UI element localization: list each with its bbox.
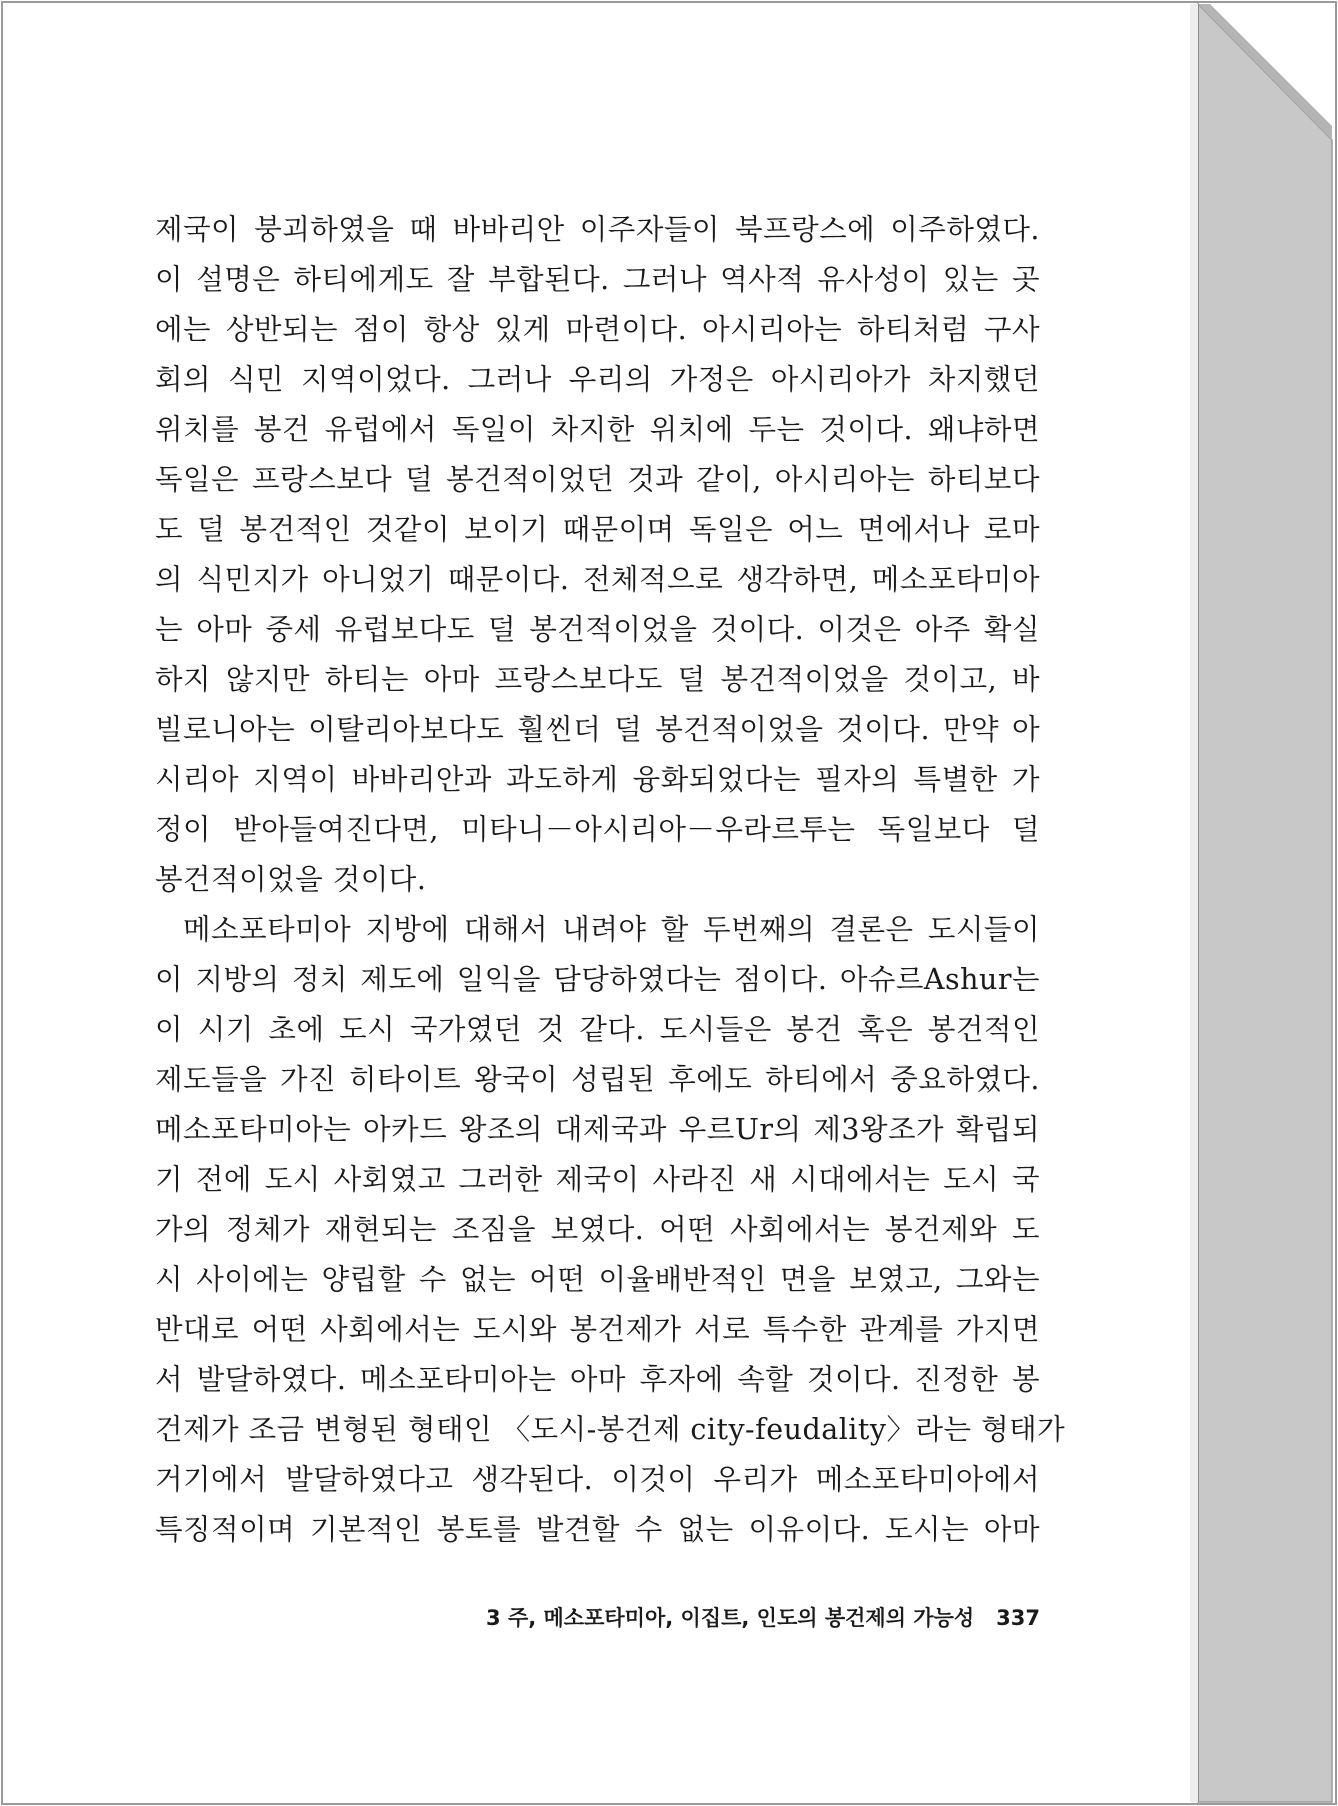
text-line: 에는 상반되는 점이 항상 있게 마련이다. 아시리아는 하티처럼 구사 <box>155 313 1040 346</box>
text-line: 제도들을 가진 히타이트 왕국이 성립된 후에도 하티에서 중요하였다. <box>155 1063 1040 1096</box>
text-line: 는 아마 중세 유럽보다도 덜 봉건적이었을 것이다. 이것은 아주 확실 <box>155 613 1040 646</box>
text-line: 제국이 붕괴하였을 때 바바리안 이주자들이 북프랑스에 이주하였다. <box>155 213 1040 246</box>
text-line: 봉건적이었을 것이다. <box>155 863 427 896</box>
text-line: 하지 않지만 하티는 아마 프랑스보다도 덜 봉건적이었을 것이고, 바 <box>155 663 1040 696</box>
text-line: 시리아 지역이 바바리안과 과도하게 융화되었다는 필자의 특별한 가 <box>155 763 1040 796</box>
running-title: 3 주, 메소포타미아, 이집트, 인도의 봉건제의 가능성 <box>486 1606 975 1630</box>
book-spine-side <box>1198 4 1332 1802</box>
text-line: 가의 정체가 재현되는 조짐을 보였다. 어떤 사회에서는 봉건제와 도 <box>155 1213 1040 1246</box>
text-line: 반대로 어떤 사회에서는 도시와 봉건제가 서로 특수한 관계를 가지면 <box>155 1313 1040 1346</box>
text-line: 거기에서 발달하였다고 생각된다. 이것이 우리가 메소포타미아에서 <box>155 1463 1040 1496</box>
text-line: 정이 받아들여진다면, 미타니－아시리아－우라르투는 독일보다 덜 <box>155 813 1040 846</box>
paragraph <box>155 205 1040 905</box>
text-line: 빌로니아는 이탈리아보다도 훨씬더 덜 봉건적이었을 것이다. 만약 아 <box>155 713 1040 746</box>
page-body-text <box>155 205 1066 1555</box>
page-shadow <box>1190 4 1198 1802</box>
text-line: 의 식민지가 아니었기 때문이다. 전체적으로 생각하면, 메소포타미아 <box>155 563 1040 596</box>
text-line: 시 사이에는 양립할 수 없는 어떤 이율배반적인 면을 보였고, 그와는 <box>155 1263 1040 1296</box>
text-line: 이 지방의 정치 제도에 일익을 담당하였다는 점이다. 아슈르Ashur는 <box>155 963 1040 996</box>
page-number: 337 <box>996 1606 1040 1630</box>
text-line: 독일은 프랑스보다 덜 봉건적이었던 것과 같이, 아시리아는 하티보다 <box>155 463 1040 496</box>
text-line: 위치를 봉건 유럽에서 독일이 차지한 위치에 두는 것이다. 왜냐하면 <box>155 413 1040 446</box>
text-line: 도 덜 봉건적인 것같이 보이기 때문이며 독일은 어느 면에서나 로마 <box>155 513 1040 546</box>
text-line: 서 발달하였다. 메소포타미아는 아마 후자에 속할 것이다. 진정한 봉 <box>155 1363 1040 1396</box>
text-line: 메소포타미아는 아카드 왕조의 대제국과 우르Ur의 제3왕조가 확립되 <box>155 1113 1040 1146</box>
text-line: 이 설명은 하티에게도 잘 부합된다. 그러나 역사적 유사성이 있는 곳 <box>155 263 1040 296</box>
paragraph <box>155 905 1066 1555</box>
text-line: 건제가 조금 변형된 형태인 〈도시-봉건제 city-feudality〉라는 형태가 <box>155 1413 1066 1446</box>
text-line: 특징적이며 기본적인 봉토를 발견할 수 없는 이유이다. 도시는 아마 <box>155 1513 1040 1546</box>
page-footer <box>400 1602 1040 1632</box>
text-line: 회의 식민 지역이었다. 그러나 우리의 가정은 아시리아가 차지했던 <box>155 363 1040 396</box>
text-line: 메소포타미아 지방에 대해서 내려야 할 두번째의 결론은 도시들이 <box>183 913 1040 946</box>
text-line: 이 시기 초에 도시 국가였던 것 같다. 도시들은 봉건 혹은 봉건적인 <box>155 1013 1040 1046</box>
text-line: 기 전에 도시 사회였고 그러한 제국이 사라진 새 시대에서는 도시 국 <box>155 1163 1040 1196</box>
